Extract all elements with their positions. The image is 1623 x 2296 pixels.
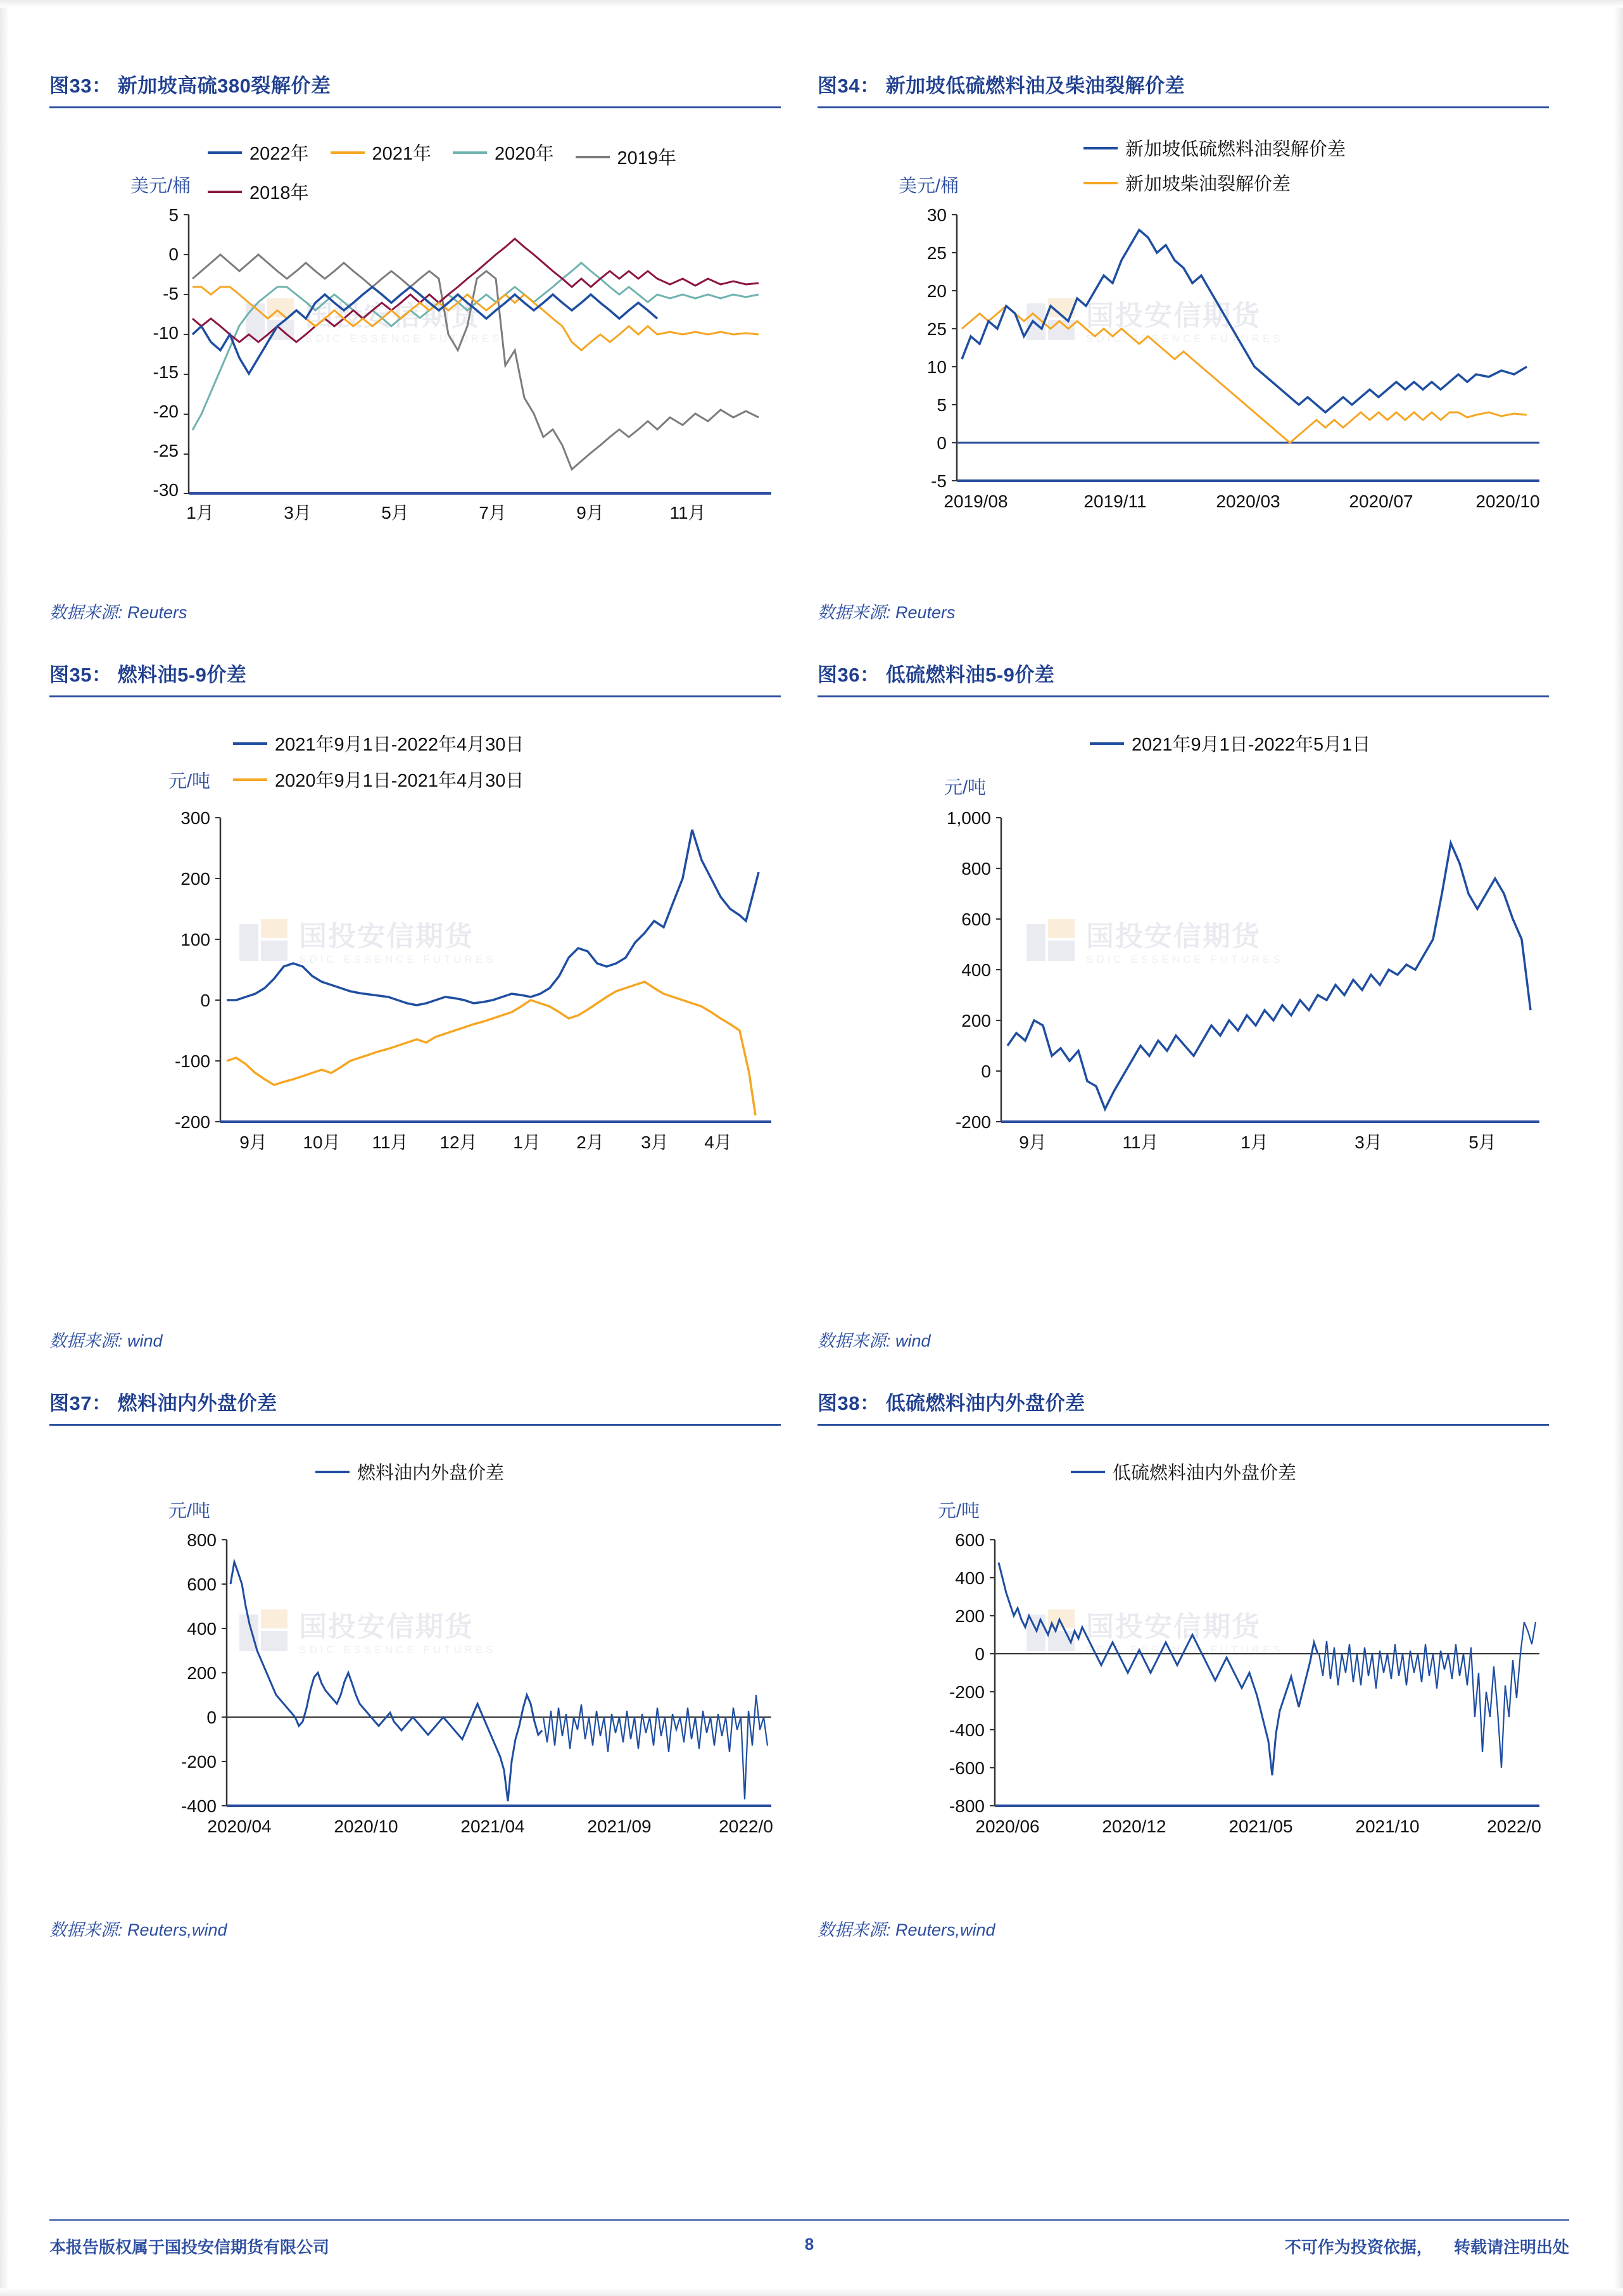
- legend-label: 2020年: [495, 144, 554, 164]
- svg-text:25: 25: [926, 319, 947, 339]
- svg-text:9月: 9月: [239, 1132, 267, 1152]
- svg-text:800: 800: [961, 859, 991, 878]
- figure-34-legend: [1083, 135, 1565, 196]
- footer-disclaimer-1: 不可作为投资依据，: [1284, 2238, 1433, 2257]
- svg-text:400: 400: [187, 1619, 217, 1639]
- svg-text:-20: -20: [153, 402, 179, 421]
- legend-label: 燃料油内外盘价差: [357, 1463, 505, 1483]
- watermark-cn: 国投安信期货: [299, 1611, 474, 1642]
- svg-text:1月: 1月: [1241, 1132, 1268, 1152]
- watermark-cn: 国投安信期货: [1086, 300, 1261, 331]
- svg-text:2020/07: 2020/07: [1349, 492, 1413, 511]
- svg-text:2020/04: 2020/04: [207, 1817, 272, 1836]
- legend-item: [233, 766, 524, 792]
- legend-item: [1090, 730, 1370, 756]
- watermark-en: SDIC ESSENCE FUTURES: [1086, 1643, 1284, 1656]
- legend-swatch-2019: [576, 156, 610, 158]
- figure-38: [818, 1387, 1569, 1976]
- svg-text:2020/03: 2020/03: [1216, 492, 1280, 511]
- figure-35-chart: [49, 697, 781, 1324]
- figure-37-plot: [113, 1527, 784, 1856]
- legend-label: 2019年: [617, 148, 677, 168]
- legend-item: [1083, 135, 1346, 161]
- figure-37-source: 数据来源: Reuters,wind: [49, 1920, 227, 1939]
- figure-33-plot: [113, 202, 784, 538]
- svg-text:1月: 1月: [513, 1132, 541, 1152]
- svg-text:600: 600: [961, 910, 991, 929]
- figure-34-plot: [881, 202, 1552, 538]
- svg-text:3月: 3月: [641, 1132, 669, 1152]
- legend-swatch-lsfo-crack: [1083, 147, 1118, 149]
- svg-text:30: 30: [926, 205, 947, 225]
- svg-text:10月: 10月: [303, 1132, 341, 1152]
- figure-row-1: [49, 70, 1569, 659]
- svg-text:2020/10: 2020/10: [334, 1817, 398, 1836]
- svg-text:-200: -200: [180, 1752, 217, 1772]
- svg-text:2021/04: 2021/04: [460, 1817, 525, 1836]
- page-edge-left: [0, 0, 9, 2296]
- svg-text:2019/08: 2019/08: [944, 492, 1008, 511]
- svg-text:-10: -10: [153, 323, 179, 343]
- svg-text:9月: 9月: [1019, 1132, 1047, 1152]
- svg-text:12月: 12月: [439, 1132, 477, 1152]
- figure-35: [49, 659, 801, 1387]
- figure-36-chart: [818, 697, 1549, 1324]
- svg-text:7月: 7月: [479, 503, 507, 523]
- watermark-cn: 国投安信期货: [1086, 920, 1261, 952]
- figure-35-plot: [113, 805, 784, 1172]
- figure-36-legend: [1090, 730, 1558, 756]
- legend-swatch-fu-inner-outer: [315, 1471, 350, 1473]
- watermark-cn: 国投安信期货: [1086, 1611, 1261, 1642]
- footer-disclaimer-2: 转载请注明出处: [1453, 2238, 1569, 2257]
- figure-37-title: 图37： 燃料油内外盘价差: [49, 1387, 781, 1426]
- svg-text:200: 200: [187, 1663, 217, 1683]
- svg-text:-200: -200: [955, 1112, 991, 1132]
- svg-text:-25: -25: [153, 441, 179, 460]
- figure-38-source: 数据来源: Reuters,wind: [818, 1920, 995, 1939]
- svg-text:600: 600: [955, 1530, 985, 1550]
- figure-37-y-unit: 元/吨: [168, 1501, 211, 1521]
- legend-swatch-diesel-crack: [1083, 182, 1118, 184]
- legend-swatch-lsfo-5-9: [1090, 742, 1124, 745]
- watermark-en: SDIC ESSENCE FUTURES: [305, 332, 503, 345]
- page-edge-right: [1614, 0, 1623, 2296]
- svg-text:-5: -5: [931, 471, 947, 491]
- svg-text:0: 0: [206, 1708, 217, 1727]
- svg-text:-200: -200: [949, 1682, 985, 1702]
- svg-text:3月: 3月: [1355, 1132, 1382, 1152]
- legend-swatch-2020-2021: [233, 778, 267, 781]
- svg-text:200: 200: [961, 1011, 991, 1031]
- footer-copyright: 本报告版权属于国投安信期货有限公司: [49, 2238, 330, 2257]
- svg-text:-5: -5: [163, 284, 179, 303]
- svg-text:2月: 2月: [576, 1132, 604, 1152]
- legend-swatch-2021-2022: [233, 742, 267, 745]
- legend-label: 2022年: [249, 144, 309, 164]
- legend-item: [453, 135, 554, 170]
- legend-item: [233, 730, 524, 756]
- watermark-en: SDIC ESSENCE FUTURES: [299, 953, 496, 965]
- page-edge-bottom: [0, 2288, 1623, 2296]
- figure-36-title: 图36： 低硫燃料油5-9价差: [818, 659, 1549, 697]
- svg-text:5: 5: [168, 205, 179, 225]
- svg-text:300: 300: [180, 808, 210, 828]
- svg-text:-100: -100: [174, 1051, 210, 1071]
- svg-text:0: 0: [200, 991, 210, 1010]
- svg-text:-400: -400: [180, 1796, 217, 1816]
- svg-text:5月: 5月: [1468, 1132, 1496, 1152]
- svg-text:25: 25: [926, 243, 947, 263]
- svg-text:2019/11: 2019/11: [1083, 492, 1147, 511]
- svg-text:-400: -400: [949, 1720, 985, 1740]
- legend-item: [331, 135, 432, 170]
- figure-33-legend: [208, 135, 733, 205]
- legend-label: 新加坡低硫燃料油裂解价差: [1125, 139, 1346, 160]
- legend-swatch-2022: [208, 151, 242, 154]
- watermark-en: SDIC ESSENCE FUTURES: [299, 1643, 496, 1656]
- svg-text:1,000: 1,000: [946, 808, 991, 828]
- figure-38-legend: [1071, 1459, 1539, 1485]
- figure-grid: [49, 70, 1569, 1976]
- svg-text:-200: -200: [174, 1112, 210, 1132]
- figure-37-chart: [49, 1426, 781, 1913]
- legend-item: [1083, 170, 1291, 196]
- svg-text:4月: 4月: [704, 1132, 732, 1152]
- legend-label: 2021年9月1日-2022年4月30日: [275, 735, 524, 755]
- svg-text:2022/0: 2022/0: [719, 1817, 773, 1836]
- svg-text:0: 0: [937, 433, 947, 453]
- legend-label: 2021年9月1日-2022年5月1日: [1132, 735, 1371, 755]
- watermark-en: SDIC ESSENCE FUTURES: [1086, 332, 1284, 345]
- legend-label: 2020年9月1日-2021年4月30日: [275, 771, 524, 791]
- svg-text:0: 0: [981, 1062, 991, 1081]
- svg-text:2020/10: 2020/10: [1475, 492, 1540, 511]
- legend-item: [576, 144, 677, 170]
- svg-text:2021/09: 2021/09: [587, 1817, 652, 1836]
- svg-text:9月: 9月: [576, 503, 604, 523]
- legend-swatch-2018: [208, 191, 242, 193]
- svg-text:200: 200: [180, 869, 210, 889]
- figure-34-title: 图34： 新加坡低硫燃料油及柴油裂解价差: [818, 70, 1549, 108]
- svg-text:3月: 3月: [284, 503, 312, 523]
- figure-37: [49, 1387, 801, 1976]
- figure-33-chart: [49, 108, 781, 596]
- figure-36-plot: [881, 805, 1552, 1172]
- legend-label: 2021年: [372, 144, 432, 164]
- svg-text:400: 400: [961, 960, 991, 980]
- figure-37-legend: [315, 1459, 759, 1485]
- svg-text:11月: 11月: [372, 1132, 408, 1152]
- figure-35-legend: [233, 730, 740, 792]
- legend-label: 新加坡柴油裂解价差: [1125, 174, 1291, 194]
- svg-text:5: 5: [937, 395, 947, 415]
- figure-38-plot: [881, 1527, 1552, 1856]
- figure-row-3: [49, 1387, 1569, 1976]
- page-edge-top: [0, 0, 1623, 8]
- svg-text:10: 10: [926, 357, 947, 377]
- legend-item: [1071, 1459, 1296, 1485]
- svg-text:600: 600: [187, 1575, 217, 1594]
- svg-text:1月: 1月: [186, 503, 214, 523]
- figure-36-source: 数据来源: wind: [818, 1331, 931, 1350]
- legend-swatch-lu-inner-outer: [1071, 1471, 1105, 1473]
- footer-page-number: 8: [804, 2235, 814, 2254]
- figure-36-y-unit: 元/吨: [944, 778, 987, 798]
- svg-text:100: 100: [180, 930, 210, 949]
- svg-text:11月: 11月: [1122, 1132, 1159, 1152]
- svg-text:-600: -600: [949, 1758, 985, 1778]
- legend-item: [208, 135, 309, 170]
- svg-text:400: 400: [955, 1568, 985, 1588]
- figure-38-y-unit: 元/吨: [938, 1501, 980, 1521]
- figure-38-chart: [818, 1426, 1549, 1913]
- legend-label: 2018年: [249, 183, 309, 203]
- figure-35-title: 图35： 燃料油5-9价差: [49, 659, 781, 697]
- svg-text:-800: -800: [949, 1796, 985, 1816]
- figure-33-title: 图33： 新加坡高硫380裂解价差: [49, 70, 781, 108]
- figure-35-source: 数据来源: wind: [49, 1331, 163, 1350]
- svg-text:2022/0: 2022/0: [1487, 1817, 1541, 1836]
- watermark-en: SDIC ESSENCE FUTURES: [1086, 953, 1284, 965]
- legend-label: 低硫燃料油内外盘价差: [1113, 1463, 1297, 1483]
- svg-text:0: 0: [975, 1644, 985, 1664]
- figure-34: [818, 70, 1569, 659]
- svg-text:800: 800: [187, 1530, 217, 1550]
- legend-swatch-2021: [331, 151, 365, 154]
- svg-text:200: 200: [955, 1606, 985, 1626]
- figure-38-title: 图38： 低硫燃料油内外盘价差: [818, 1387, 1549, 1426]
- figure-33: [49, 70, 801, 659]
- footer-disclaimer: [1268, 2235, 1569, 2258]
- svg-text:2020/12: 2020/12: [1102, 1817, 1166, 1836]
- svg-text:20: 20: [926, 281, 947, 301]
- figure-33-y-unit: 美元/桶: [130, 176, 191, 196]
- svg-text:11月: 11月: [669, 503, 706, 523]
- figure-row-2: [49, 659, 1569, 1387]
- svg-text:2021/05: 2021/05: [1228, 1817, 1293, 1836]
- figure-36: [818, 659, 1569, 1387]
- legend-item: [315, 1459, 504, 1485]
- legend-item: [208, 179, 309, 205]
- svg-text:5月: 5月: [381, 503, 409, 523]
- svg-text:2021/10: 2021/10: [1355, 1817, 1420, 1836]
- svg-text:-30: -30: [153, 480, 179, 500]
- svg-text:2020/06: 2020/06: [975, 1817, 1040, 1836]
- figure-33-source: 数据来源: Reuters: [49, 603, 187, 622]
- svg-text:-15: -15: [153, 362, 179, 382]
- legend-swatch-2020: [453, 151, 487, 154]
- figure-35-y-unit: 元/吨: [168, 771, 211, 792]
- svg-text:0: 0: [168, 244, 179, 264]
- figure-34-chart: [818, 108, 1549, 596]
- figure-34-y-unit: 美元/桶: [899, 176, 959, 196]
- watermark-cn: 国投安信期货: [299, 920, 474, 952]
- page-footer: [49, 2219, 1569, 2258]
- figure-34-source: 数据来源: Reuters: [818, 603, 956, 622]
- watermark-cn: 国投安信期货: [305, 300, 480, 331]
